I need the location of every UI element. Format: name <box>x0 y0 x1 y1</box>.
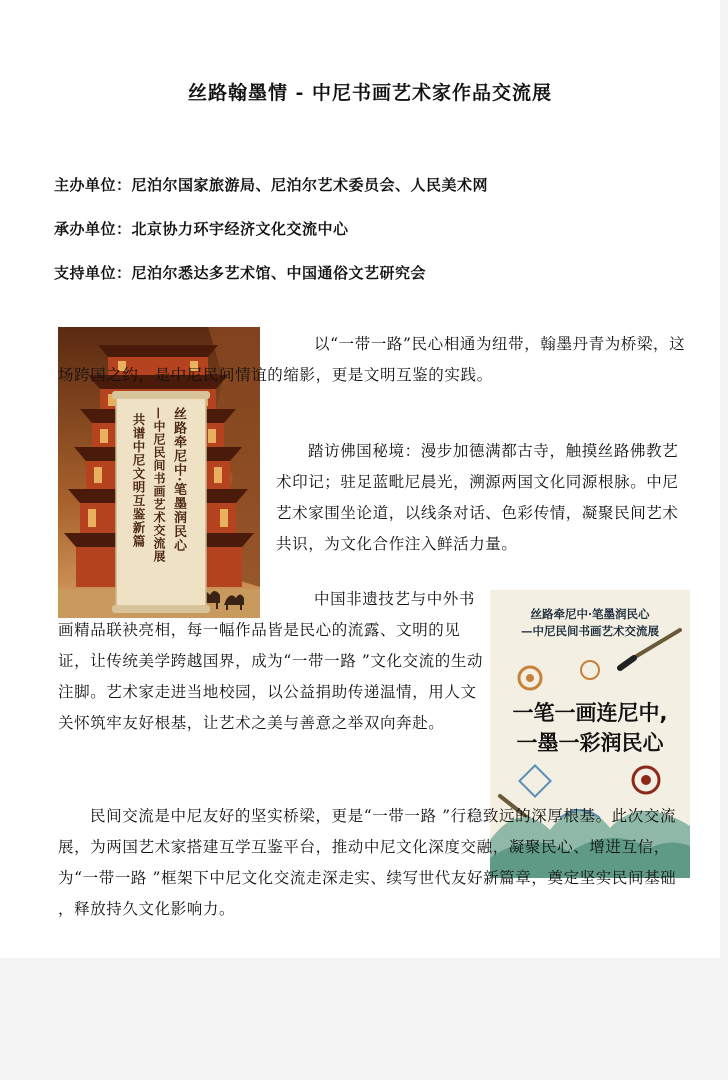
heritage-paragraph: 中国非遗技艺与中外书画精品联袂亮相，每一幅作品皆是民心的流露、文明的见证，让传统美学跨越国界，成为“一带一路 ”文化交流的生动注脚。艺术家走进当地校园，以公益捐助传递温情，用人文关怀筑牢友好根基，让艺术之美与善意之举双向奔赴。 <box>58 590 484 732</box>
visit-paragraph: 踏访佛国秘境：漫步加德满都古寺，触摸丝路佛教艺术印记；驻足蓝毗尼晨光，溯源两国文化同源根脉。中尼艺术家围坐论道，以线条对话、色彩传情，凝聚民间艺术共识，为文化合作注入鲜活力量。 <box>276 442 679 553</box>
poster-scroll-title: 丝路牵尼中·笔墨润民心 <box>171 407 186 553</box>
undertaking-organizer: 承办单位：北京协力环宇经济文化交流中心 <box>54 220 349 238</box>
poster-scroll-slogan: 共谱中尼文明互鉴新篇 <box>131 413 146 548</box>
host-organizers: 主办单位：尼泊尔国家旅游局、尼泊尔艺术委员会、人民美术网 <box>54 176 489 194</box>
poster-slogan-line1: 一笔一画连尼中, <box>512 701 668 725</box>
poster-header <box>490 606 690 640</box>
poster-slogan-line2: 一墨一彩润民心 <box>516 731 664 755</box>
supporting-organizers: 支持单位：尼泊尔悉达多艺术馆、中国通俗文艺研究会 <box>54 264 427 282</box>
poster-slogan <box>490 698 690 758</box>
poster-header-line1: 丝路牵尼中·笔墨润民心 <box>530 607 650 621</box>
poster-header-line2: —中尼民间书画艺术交流展 <box>521 624 659 638</box>
conclusion-paragraph: 民间交流是中尼友好的坚实桥梁，更是“一带一路 ”行稳致远的深厚根基。此次交流展，为两国艺术家搭建互学互鉴平台，推动中尼文化深度交融，凝聚民心、增进互信，为“一带一路 ”框架下中尼文化交流走深走实、续写世代友好新篇章，奠定坚实民间基础 ，释放持久文化影响力。 <box>58 807 677 918</box>
poster-scroll-subtitle: —中尼民间书画艺术交流展 <box>152 407 166 563</box>
intro-paragraph: 以“一带一路”民心相通为纽带，翰墨丹青为桥梁，这场跨国之约，是中尼民间情谊的缩影，更是文明互鉴的实践。 <box>58 335 686 384</box>
page-margin <box>0 958 728 1080</box>
page-title: 丝路翰墨情 - 中尼书画艺术家作品交流展 <box>187 82 553 104</box>
